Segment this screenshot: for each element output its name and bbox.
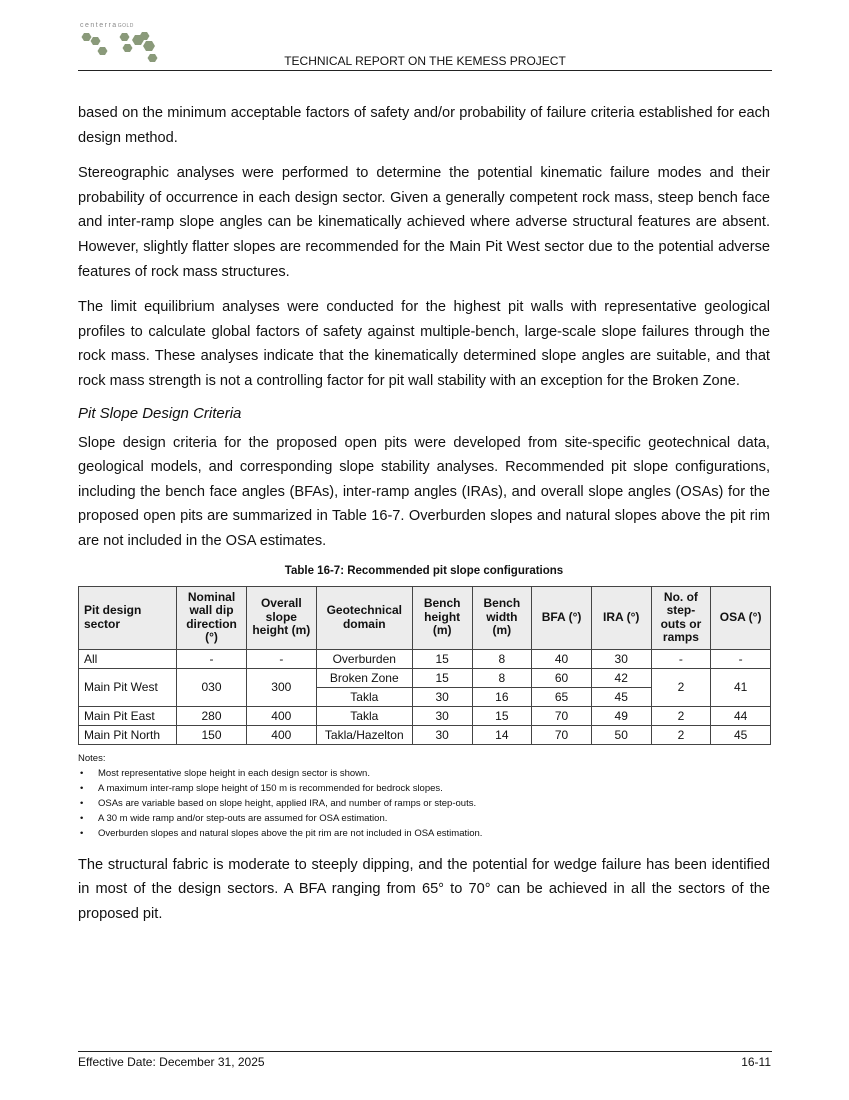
cell-bench-width: 8: [472, 668, 532, 687]
note-item: • Overburden slopes and natural slopes above the pit rim are not included in OSA estimation.: [78, 826, 770, 841]
cell-height: 400: [246, 706, 316, 725]
page-content: [78, 101, 770, 937]
table-notes: [78, 751, 770, 841]
header-divider: [78, 70, 772, 71]
cell-dip: -: [177, 649, 247, 668]
cell-bfa: 70: [532, 725, 592, 744]
col-header-bench-width: Bench width (m): [472, 586, 532, 649]
cell-sector: Main Pit East: [79, 706, 177, 725]
cell-dip: 280: [177, 706, 247, 725]
cell-domain: Takla/Hazelton: [316, 725, 412, 744]
cell-height: 300: [246, 668, 316, 706]
cell-sector: Main Pit North: [79, 725, 177, 744]
cell-steps: 2: [651, 725, 711, 744]
note-item: • A maximum inter-ramp slope height of 150 m is recommended for bedrock slopes.: [78, 781, 770, 796]
cell-osa: 45: [711, 725, 771, 744]
col-header-bench-height: Bench height (m): [412, 586, 472, 649]
note-item: • A 30 m wide ramp and/or step-outs are assumed for OSA estimation.: [78, 811, 770, 826]
cell-height: 400: [246, 725, 316, 744]
note-item: • Most representative slope height in each design sector is shown.: [78, 766, 770, 781]
cell-steps: 2: [651, 706, 711, 725]
cell-bfa: 65: [532, 687, 592, 706]
paragraph-structural-fabric: The structural fabric is moderate to steeply dipping, and the potential for wedge failure has been identified in most of the design sectors. A BFA ranging from 65° to 70° can be achieved in all the sectors of the proposed pit.: [78, 856, 770, 922]
col-header-steps: No. of step-outs or ramps: [651, 586, 711, 649]
col-header-sector: Pit design sector: [79, 586, 177, 649]
col-header-bfa: BFA (°): [532, 586, 592, 649]
cell-bench-width: 16: [472, 687, 532, 706]
cell-dip: 150: [177, 725, 247, 744]
cell-steps: 2: [651, 668, 711, 706]
cell-bench-height: 30: [412, 725, 472, 744]
cell-domain: Takla: [316, 706, 412, 725]
cell-bfa: 70: [532, 706, 592, 725]
pit-slope-table: [78, 586, 771, 745]
table-row: [79, 706, 771, 725]
col-header-ira: IRA (°): [591, 586, 651, 649]
table-row: [79, 668, 771, 687]
notes-list: [78, 766, 770, 841]
cell-bench-height: 15: [412, 649, 472, 668]
notes-label: Notes:: [78, 752, 106, 764]
cell-ira: 45: [591, 687, 651, 706]
footer-divider: [78, 1051, 772, 1052]
cell-ira: 30: [591, 649, 651, 668]
paragraph-stereographic: Stereographic analyses were performed to determine the potential kinematic failure modes and their probability of occurrence in each design sector. Given a generally competent rock mass, steep bench face and inter-ramp slope angles can be kinematically achieved where adverse structural features are absent. However, slightly flatter slopes are recommended for the Main Pit West sector due to the potential adverse features of rock mass structures.: [78, 165, 770, 280]
cell-osa: -: [711, 649, 771, 668]
cell-bench-width: 8: [472, 649, 532, 668]
col-header-domain: Geotechnical domain: [316, 586, 412, 649]
cell-osa: 44: [711, 706, 771, 725]
cell-bench-height: 30: [412, 706, 472, 725]
note-item: • OSAs are variable based on slope height, applied IRA, and number of ramps or step-outs.: [78, 796, 770, 811]
cell-domain: Takla: [316, 687, 412, 706]
footer-effective-date: Effective Date: December 31, 2025: [78, 1055, 265, 1069]
cell-ira: 49: [591, 706, 651, 725]
cell-sector: All: [79, 649, 177, 668]
logo-wordmark: centerraGOLD: [80, 22, 134, 29]
cell-bench-height: 30: [412, 687, 472, 706]
cell-bench-width: 14: [472, 725, 532, 744]
cell-ira: 42: [591, 668, 651, 687]
cell-osa: 41: [711, 668, 771, 706]
paragraph-slope-criteria: Slope design criteria for the proposed open pits were developed from site-specific geotechnical data, geological models, and corresponding slope stability analyses. Recommended pit slope configurations, including the bench face angles (BFAs), inter-ramp angles (IRAs), and overall slope angles (OSAs) for the proposed open pits are summarized in Table 16-7. Overburden slopes and natural slopes above the pit rim are not included in the OSA estimates.: [78, 434, 770, 549]
cell-steps: -: [651, 649, 711, 668]
col-header-height: Overall slope height (m): [246, 586, 316, 649]
footer-page-number: 16-11: [741, 1055, 771, 1069]
section-heading: Pit Slope Design Criteria: [78, 404, 242, 422]
cell-bfa: 40: [532, 649, 592, 668]
cell-domain: Broken Zone: [316, 668, 412, 687]
cell-bench-height: 15: [412, 668, 472, 687]
table-row: [79, 649, 771, 668]
paragraph-design-method: based on the minimum acceptable factors of safety and/or probability of failure criteria established for each design method.: [78, 105, 770, 146]
report-header-title: TECHNICAL REPORT ON THE KEMESS PROJECT: [284, 54, 566, 68]
cell-domain: Overburden: [316, 649, 412, 668]
paragraph-limit-equilibrium: The limit equilibrium analyses were conducted for the highest pit walls with representative geological profiles to calculate global factors of safety against multiple-bench, large-scale slope failures through the rock mass. These analyses indicate that the kinematically determined slope angles are suitable, and that rock mass strength is not a controlling factor for pit wall stability with an exception for the Broken Zone.: [78, 299, 770, 389]
cell-height: -: [246, 649, 316, 668]
col-header-dip: Nominal wall dip direction (°): [177, 586, 247, 649]
col-header-osa: OSA (°): [711, 586, 771, 649]
table-header-row: [79, 586, 771, 649]
cell-bfa: 60: [532, 668, 592, 687]
cell-dip: 030: [177, 668, 247, 706]
cell-ira: 50: [591, 725, 651, 744]
table-row: [79, 725, 771, 744]
cell-bench-width: 15: [472, 706, 532, 725]
cell-sector: Main Pit West: [79, 668, 177, 706]
table-caption: Table 16-7: Recommended pit slope configurations: [284, 564, 564, 577]
